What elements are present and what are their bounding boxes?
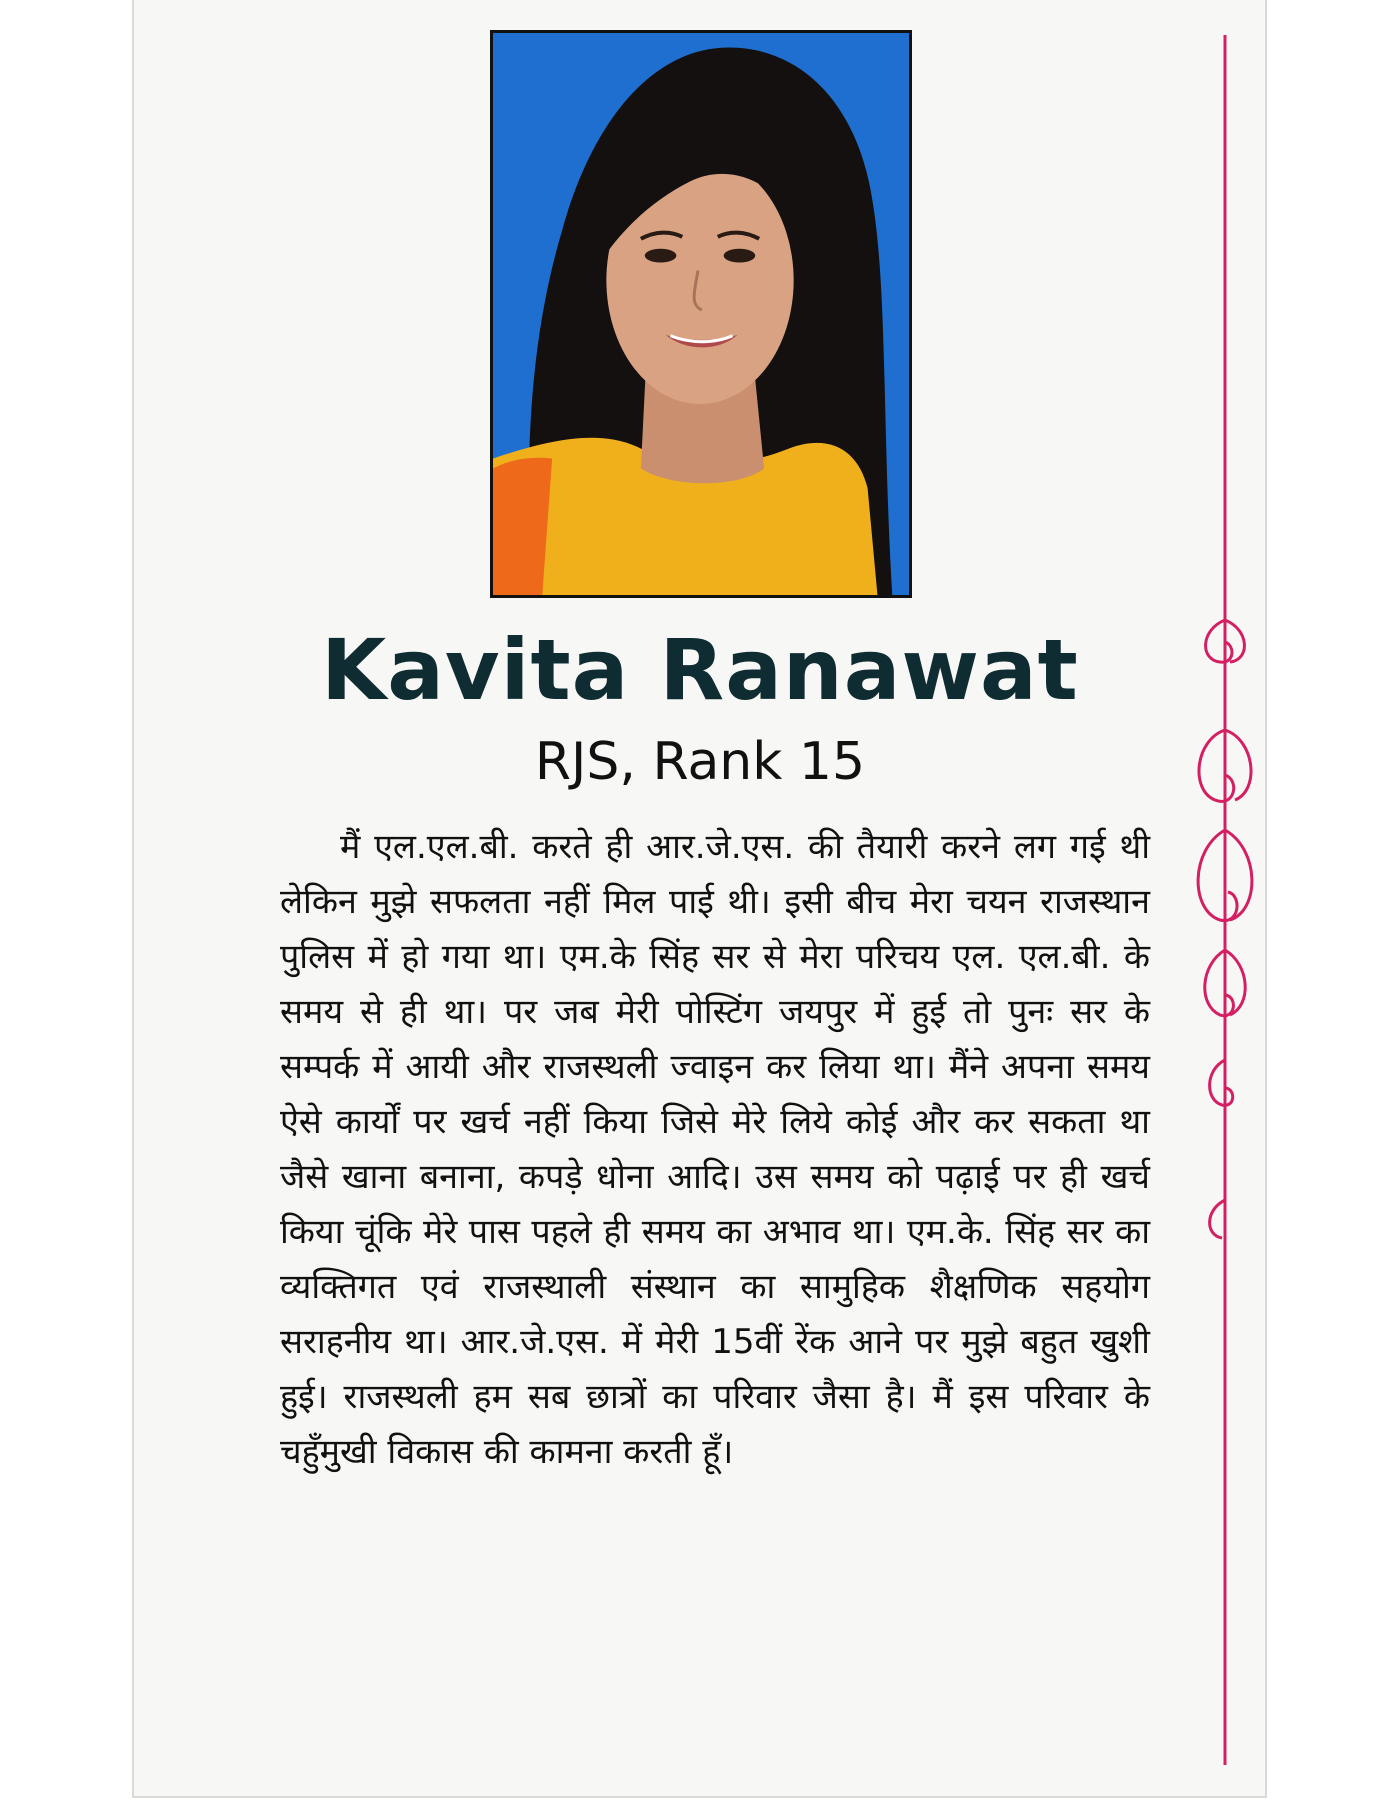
rank-subtitle: RJS, Rank 15 — [534, 732, 866, 792]
portrait-photo — [490, 30, 912, 598]
testimonial-text: मैं एल.एल.बी. करते ही आर.जे.एस. की तैयारी करने लग गई थी लेकिन मुझे सफलता नहीं मिल पाई थी। इसी बीच मेरा चयन राजस्थान पुलिस में हो गया था। एम.के सिंह सर से मेरा परिचय एल. एल.बी. के समय से ही था। पर जब मेरी पोस्टिंग जयपुर में हुई तो पुनः सर के सम्पर्क में आयी और राजस्थली ज्वाइन कर लिया था। मैंने अपना समय ऐसे कार्यों पर खर्च नहीं किया जिसे मेरे लिये कोई और कर सकता था जैसे खाना बनाना, कपड़े धोना आदि। उस समय को पढ़ाई पर ही खर्च किया चूंकि मेरे पास पहले ही समय का अभाव था। एम.के. सिंह सर का व्यक्तिगत एवं राजस्थाली संस्थान का सामुहिक शैक्षणिक सहयोग सराहनीय था। आर.जे.एस. में मेरी 15वीं रेंक आने पर मुझे बहुत खुशी हुई। राजस्थली हम सब छात्रों का परिवार जैसा है। मैं इस परिवार के चहुँमुखी विकास की कामना करती हूँ। — [280, 827, 1150, 1472]
decorative-border-ornament — [1180, 30, 1270, 1770]
person-name: Kavita Ranawat — [321, 621, 1079, 719]
portrait-illustration — [493, 33, 909, 595]
